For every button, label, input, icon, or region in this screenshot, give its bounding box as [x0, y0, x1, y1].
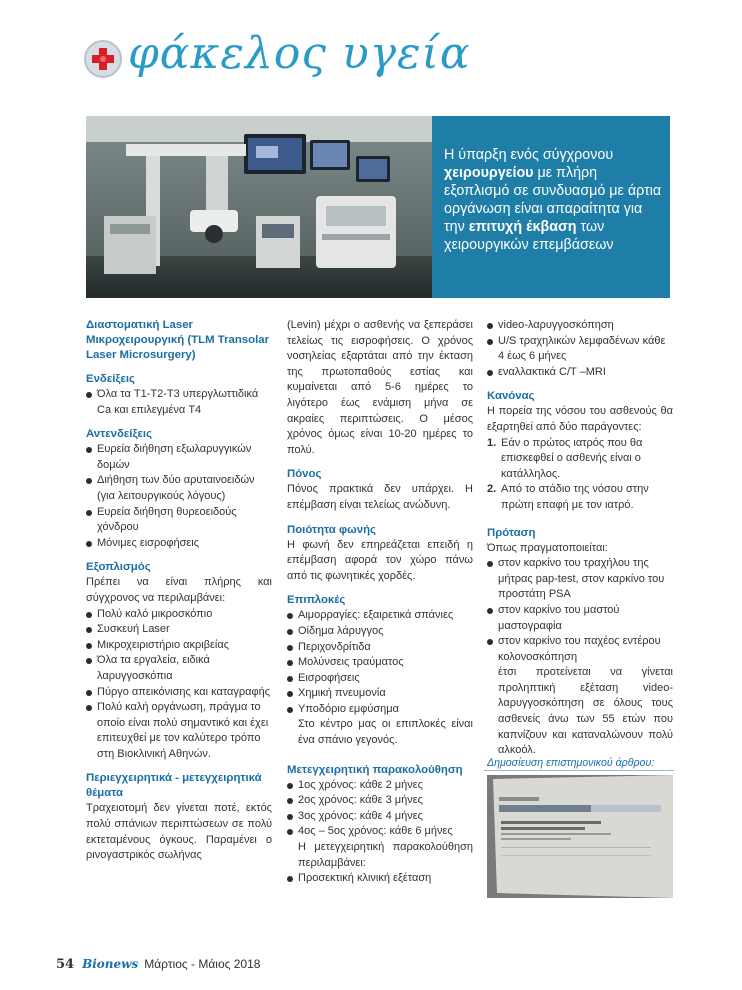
complications-note: Στο κέντρο μας οι επιπλοκές είναι ένα σπάνιο γεγονός.	[298, 718, 473, 747]
list-item: στον καρκίνο του μαστού μαστογραφία	[487, 603, 673, 634]
list-item: 4ος – 5ος χρόνος: κάθε 6 μήνες	[287, 824, 473, 840]
heading-equipment: Εξοπλισμός	[86, 561, 151, 574]
list-item: στον καρκίνο του παχέος εντέρου κολονοσκόπηση	[487, 634, 673, 665]
list-item: Μολύνσεις τραύματος	[287, 655, 473, 671]
list-item: Διήθηση των δύο αρυταινοειδών (για λειτουργικούς λόγους)	[86, 473, 272, 504]
list-item: Όλα τα εργαλεία, ειδικά λαρυγγοσκόπια	[86, 653, 272, 684]
heading-followup: Μετεγχειρητική παρακολούθηση	[287, 763, 463, 776]
heading-proposal: Πρόταση	[487, 526, 536, 539]
column-2	[287, 318, 473, 887]
list-item: Πολύ καλό μικροσκόπιο	[86, 607, 272, 623]
hero-callout-text: Η ύπαρξη ενός σύγχρονου χειρουργείου με πλήρη εξοπλισμό σε συνδυασμό με άρτια οργάνωση είναι απαραίτητα για την επιτυχή έκβαση των χειρουργικών επεμβάσεων	[444, 147, 662, 253]
numbered-item: 1. Εάν ο πρώτος ιατρός που θα επισκεφθεί ο ασθενής είναι ο κατάλληλος.	[487, 436, 643, 480]
page-footer	[56, 957, 260, 972]
column-3	[487, 318, 673, 759]
list-item: Μικροχειριστήριο ακριβείας	[86, 638, 272, 654]
proposal-intro: Όπως πραγματοποιείται:	[487, 541, 608, 554]
article-caption: Δημοσίευση επιστημονικού άρθρου:	[487, 757, 655, 769]
list-item: στον καρκίνο του τραχήλου της μήτρας pap-test, στον καρκίνο του προστάτη PSA	[487, 556, 673, 603]
article-screenshot-photo	[487, 775, 673, 898]
list-item: Περιχονδρίτιδα	[287, 640, 473, 656]
red-cross-leaf-icon	[84, 40, 122, 78]
pain-text: Πόνος πρακτικά δεν υπάρχει. Η επέμβαση είναι τελείως ανώδυνη.	[287, 483, 473, 511]
heading-complications: Επιπλοκές	[287, 594, 346, 607]
list-item: Χημική πνευμονία	[287, 686, 473, 702]
heading-rule: Κανόνας	[487, 390, 535, 403]
divider	[484, 770, 674, 771]
list-item: Αιμορραγίες: εξαιρετικά σπάνιες	[287, 608, 473, 624]
numbered-item: 2. Από το στάδιο της νόσου στην πρώτη επαφή με τον ιατρό.	[487, 483, 649, 511]
list-item: 3ος χρόνος: κάθε 4 μήνες	[287, 809, 473, 825]
list-item: Πολύ καλή οργάνωση, πράγμα το οποίο είναι πολύ σημαντικό και έχει επιτευχθεί με τον καλύτερο τρόπο στη Βιοκλινική Αθηνών.	[86, 700, 272, 762]
list-item: Συσκευή Laser	[86, 622, 272, 638]
heading-tlm: Διαστοματική Laser Μικροχειρουργική (TLM Transolar Laser Microsurgery)	[86, 319, 270, 361]
rule-text: Η πορεία της νόσου του ασθενούς θα εξαρτηθεί από δύο παράγοντες:	[487, 405, 673, 433]
list-item: 2ος χρόνος: κάθε 3 μήνες	[287, 793, 473, 809]
list-item: Ευρεία διήθηση εξωλαρυγγικών δομών	[86, 442, 272, 473]
magazine-brand: Bionews	[82, 957, 139, 971]
list-item: video-λαρυγγοσκόπηση	[487, 318, 673, 334]
section-title: φάκελος υγεία	[128, 28, 471, 79]
page-number: 54	[56, 957, 75, 972]
periop-text: Τραχειοτομή δεν γίνεται ποτέ, εκτός πολύ σπάνιων περιπτώσεων σε πολύ εκτεταμένους όγκους. Παραμένει ο ρινογαστρικός σωλήνας	[86, 802, 272, 862]
list-item: Ευρεία διήθηση θυρεοειδούς χόνδρου	[86, 505, 272, 536]
list-item: Εισροφήσεις	[287, 671, 473, 687]
heading-pain: Πόνος	[287, 468, 322, 481]
list-item: 1ος χρόνος: κάθε 2 μήνες	[287, 778, 473, 794]
column-1	[86, 318, 272, 864]
list-item: Μόνιμες εισροφήσεις	[86, 536, 272, 552]
list-item: U/S τραχηλικών λεμφαδένων κάθε 4 έως 6 μήνες	[487, 334, 673, 365]
issue-date: Μάρτιος - Μάιος 2018	[144, 957, 261, 971]
operating-room-photo	[86, 116, 432, 298]
list-item: Πύργο απεικόνισης και καταγραφής	[86, 685, 272, 701]
list-item: Οίδημα λάρυγγος	[287, 624, 473, 640]
voice-text: Η φωνή δεν επηρεάζεται επειδή η επέμβαση αφορά τον χώρο πάνω από τις φωνητικές χορδές.	[287, 538, 473, 582]
periop-continued: (Levin) μέχρι ο ασθενής να ξεπεράσει τελείως τις εισροφήσεις. Ο χρόνος νοσηλείας εξαρτάται από την έκταση της πρωτοπαθούς εστίας και κυμαίνεται από 5-6 ημέρες το λιγότερο έως ενάμιση μήνα σε ακραίες περιπτώσεις. Ο μέσος χρόνος όμως είναι 10-20 ημέρες το πολύ.	[287, 319, 473, 456]
hero-callout	[432, 116, 670, 298]
list-item: Όλα τα T1-T2-T3 υπεργλωττιδικά Ca και επιλεγμένα T4	[86, 387, 272, 418]
list-item: Υποδόριο εμφύσημα	[287, 702, 473, 718]
followup-note: Η μετεγχειρητική παρακολούθηση περιλαμβάνει:	[298, 841, 473, 869]
proposal-text: έτσι προτείνεται να γίνεται προληπτική εξέταση video-λαρυγγοσκόπηση σε όλους τους ασθενείς άνω των 55 ετών που καπνίζουν και καταναλώνουν πολύ αλκοόλ.	[498, 666, 673, 757]
heading-contraindications: Αντενδείξεις	[86, 428, 153, 441]
list-item: εναλλακτικά C/T –MRI	[487, 365, 673, 381]
heading-voice: Ποιότητα φωνής	[287, 523, 376, 536]
equipment-intro: Πρέπει να είναι πλήρης και σύγχρονος να περιλαμβάνει:	[86, 576, 272, 604]
heading-indications: Ενδείξεις	[86, 373, 135, 385]
heading-periop: Περιεγχειρητικά - μετεγχειρητικά θέματα	[86, 772, 262, 800]
list-item: Προσεκτική κλινική εξέταση	[287, 871, 473, 887]
